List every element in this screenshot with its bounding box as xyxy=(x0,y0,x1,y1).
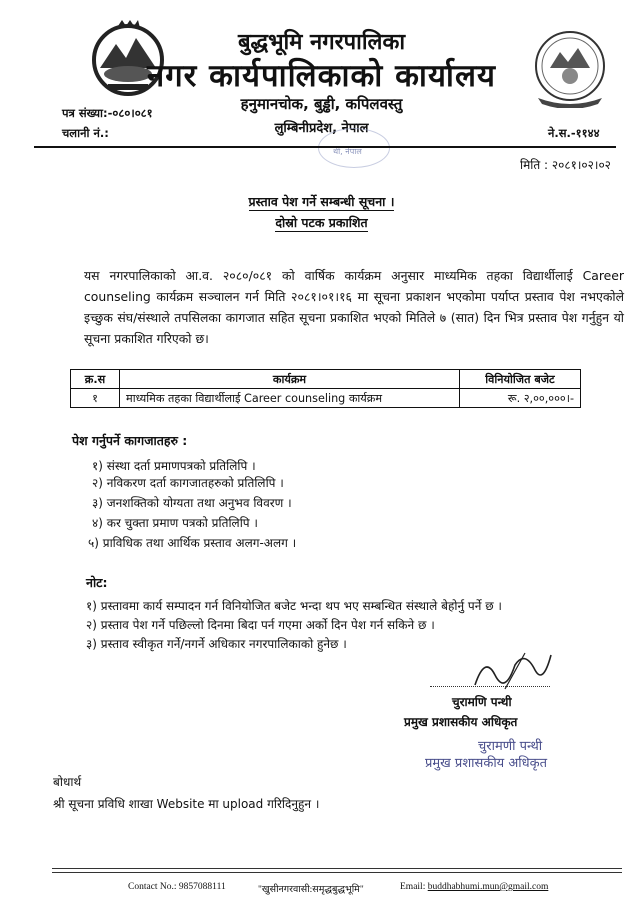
office-name: नगर कार्यपालिकाको कार्यालय xyxy=(147,58,496,94)
notes-heading: नोट: xyxy=(86,575,108,590)
column-header: विनियोजित बजेट xyxy=(460,370,581,389)
document-item: २) नविकरण दर्ता कागजातहरुको प्रतिलिपि । xyxy=(92,476,284,490)
dispatch-number: चलानी नं.: xyxy=(62,126,109,140)
reference-number: पत्र संख्या:-०८०।०८१ xyxy=(62,106,153,120)
notice-subtitle: दोस्रो पटक प्रकाशित xyxy=(275,215,368,230)
notice-body: यस नगरपालिकाको आ.व. २०८०/०८१ को वार्षिक कार्यक्रम अनुसार माध्यमिक तहका विद्यार्थीलाई Career counseling कार्यक्रम सञ्चालन गर्न मिति २०८१।०१।१६ मा सूचना प्रकाशन भएकोमा पर्याप्त प्रस्ताव पेश नभएकोले इच्छुक संघ/संस्थाले तपसिलका कागजात सहित सूचना प्रकाशित भएको मितिले ७ (सात) दिन भित्र प्रस्ताव पेश गर्नुहुन यो सूचना प्रकाशित गरिएको छ। xyxy=(84,268,624,346)
table-header-row xyxy=(71,370,581,389)
table-cell: माध्यमिक तहका विद्यार्थीलाई Career counseling कार्यक्रम xyxy=(120,389,460,408)
table-row xyxy=(71,389,581,408)
footer-divider xyxy=(52,872,622,873)
office-address: हनुमानचोक, बुड्ढी, कपिलवस्तु xyxy=(240,95,403,113)
seal-designation: प्रमुख प्रशासकीय अधिकृत xyxy=(425,756,548,771)
table-cell: १ xyxy=(71,389,120,408)
note-item: २) प्रस्ताव पेश गर्ने पछिल्लो दिनमा बिदा पर्न गएमा अर्को दिन पेश गर्न सकिने छ । xyxy=(86,618,435,632)
bodhartha-line: श्री सूचना प्रविधि शाखा Website मा upload गरिदिनुहुन । xyxy=(53,797,320,811)
footer-divider xyxy=(52,868,622,869)
signatory-designation: प्रमुख प्रशासकीय अधिकृत xyxy=(404,715,518,729)
municipality-name: बुद्धभूमि नगरपालिका xyxy=(237,30,406,55)
program-table xyxy=(70,369,581,408)
province-name: लुम्बिनीप्रदेश, नेपाल xyxy=(274,121,369,136)
letter-date: मिति : २०८१।०२।०२ xyxy=(520,158,611,172)
column-header: कार्यक्रम xyxy=(120,370,460,389)
note-item: ३) प्रस्ताव स्वीकृत गर्ने/नगर्ने अधिकार नगरपालिकाको हुनेछ । xyxy=(86,637,347,651)
nepal-sambat: ने.स.-११४४ xyxy=(548,126,600,140)
column-header: क्र.स xyxy=(71,370,120,389)
note-item: १) प्रस्तावमा कार्य सम्पादन गर्न विनियोजित बजेट भन्दा थप भए सम्बन्धित संस्थाले बेहोर्नु पर्ने छ । xyxy=(86,599,502,613)
bodhartha-heading: बोधार्थ xyxy=(53,775,82,789)
seal-name: चुरामणी पन्थी xyxy=(478,739,543,754)
document-item: ५) प्राविधिक तथा आर्थिक प्रस्ताव अलग-अलग । xyxy=(88,536,297,550)
footer-contact: Contact No.: 9857088111 xyxy=(128,882,226,892)
footer-email-label: Email: xyxy=(400,882,426,892)
signature-line xyxy=(430,686,550,687)
documents-heading: पेश गर्नुपर्ने कागजातहरु : xyxy=(72,433,188,448)
document-item: ३) जनशक्तिको योग्यता तथा अनुभव विवरण । xyxy=(92,496,292,510)
footer-slogan: "खुसीनगरवासी:समृद्धबुद्धभूमि" xyxy=(258,885,364,895)
footer-email-address[interactable]: buddhabhumi.mun@gmail.com xyxy=(427,882,549,892)
document-item: ४) कर चुक्ता प्रमाण पत्रको प्रतिलिपि । xyxy=(92,516,258,530)
header-divider xyxy=(34,146,616,148)
footer-email xyxy=(400,882,548,892)
signatory-name: चुरामणि पन्थी xyxy=(452,695,512,709)
notice-title: प्रस्ताव पेश गर्ने सम्बन्धी सूचना । xyxy=(248,194,395,209)
document-item: १) संस्था दर्ता प्रमाणपत्रको प्रतिलिपि । xyxy=(92,459,256,473)
table-cell: रू. २,००,०००।- xyxy=(460,389,581,408)
stamp-text: थी, नेपाल xyxy=(333,147,362,156)
